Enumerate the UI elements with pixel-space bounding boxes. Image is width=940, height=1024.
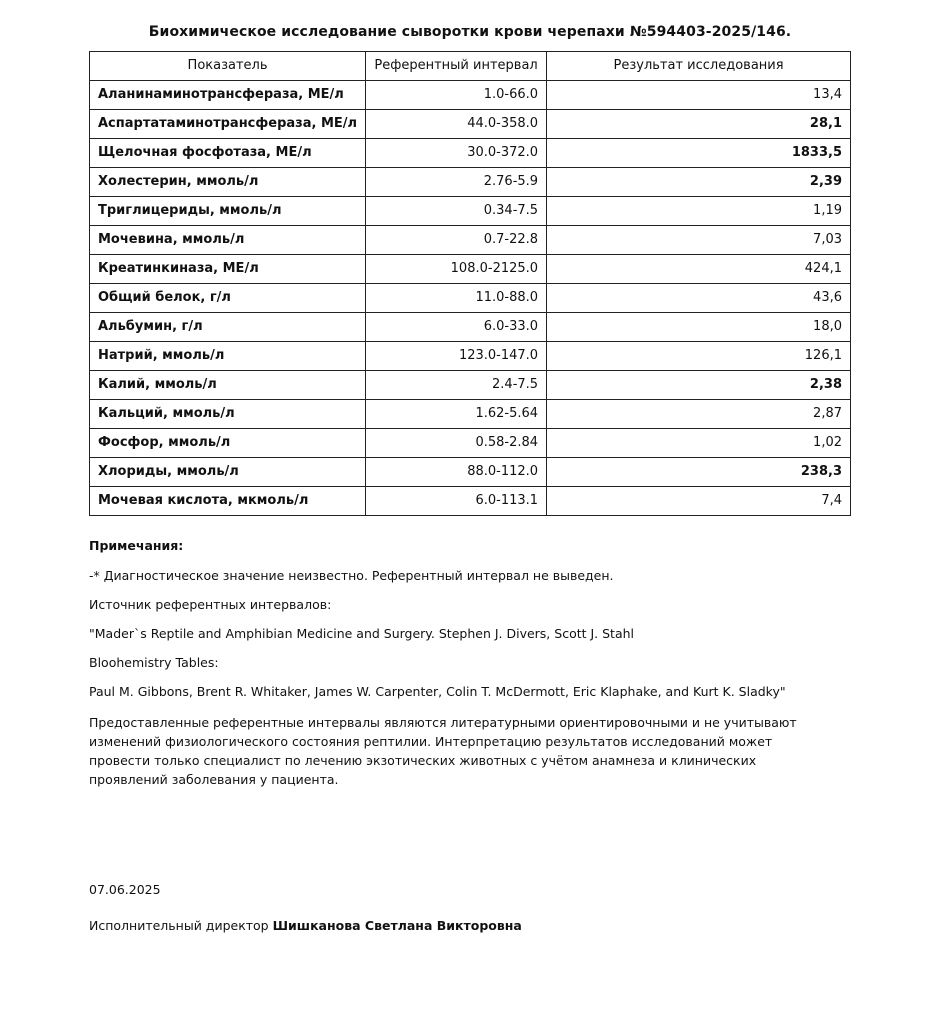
- header-parameter: Показатель: [90, 52, 366, 81]
- reference-interval-cell: 30.0-372.0: [366, 139, 547, 168]
- note-line: Paul M. Gibbons, Brent R. Whitaker, James W. Carpenter, Colin T. McDermott, Eric Klaphake, and Kurt K. Sladky": [89, 684, 786, 699]
- notes-section: [89, 538, 829, 802]
- reference-interval-cell: 11.0-88.0: [366, 284, 547, 313]
- parameter-name-cell: Мочевина, ммоль/л: [90, 226, 366, 255]
- result-cell: 2,87: [547, 400, 851, 429]
- table-row: [90, 284, 851, 313]
- table-body: [90, 81, 851, 516]
- result-cell: 7,4: [547, 487, 851, 516]
- result-cell: 18,0: [547, 313, 851, 342]
- table-row: [90, 255, 851, 284]
- table-row: [90, 400, 851, 429]
- signature-line: [89, 918, 522, 933]
- result-cell: 1,02: [547, 429, 851, 458]
- signer-name: Шишканова Светлана Викторовна: [272, 918, 522, 933]
- result-cell: 126,1: [547, 342, 851, 371]
- parameter-name-cell: Мочевая кислота, мкмоль/л: [90, 487, 366, 516]
- document-title: Биохимическое исследование сыворотки крови черепахи №594403-2025/146.: [148, 24, 792, 40]
- parameter-name-cell: Фосфор, ммоль/л: [90, 429, 366, 458]
- result-cell: 1,19: [547, 197, 851, 226]
- signature-role: Исполнительный директор: [89, 918, 269, 933]
- parameter-name-cell: Холестерин, ммоль/л: [90, 168, 366, 197]
- table-row: [90, 226, 851, 255]
- table-row: [90, 313, 851, 342]
- reference-interval-cell: 0.7-22.8: [366, 226, 547, 255]
- reference-interval-cell: 0.58-2.84: [366, 429, 547, 458]
- result-cell: 7,03: [547, 226, 851, 255]
- reference-interval-cell: 0.34-7.5: [366, 197, 547, 226]
- parameter-name-cell: Альбумин, г/л: [90, 313, 366, 342]
- parameter-name-cell: Общий белок, г/л: [90, 284, 366, 313]
- notes-heading: Примечания:: [89, 538, 184, 553]
- parameter-name-cell: Аспартатаминотрансфераза, МЕ/л: [90, 110, 366, 139]
- table-row: [90, 168, 851, 197]
- disclaimer-text: Предоставленные референтные интервалы являются литературными ориентировочными и не учитывают изменений физиологического состояния рептилии. Интерпретацию результатов исследований может провести только специалист по лечению экзотических животных с учётом анамнеза и клинических проявлений заболевания у пациента.: [89, 715, 797, 787]
- parameter-name-cell: Креатинкиназа, МЕ/л: [90, 255, 366, 284]
- reference-interval-cell: 6.0-113.1: [366, 487, 547, 516]
- reference-interval-cell: 1.0-66.0: [366, 81, 547, 110]
- report-date: 07.06.2025: [89, 882, 161, 897]
- table-row: [90, 342, 851, 371]
- header-result: Результат исследования: [547, 52, 851, 81]
- reference-interval-cell: 123.0-147.0: [366, 342, 547, 371]
- parameter-name-cell: Натрий, ммоль/л: [90, 342, 366, 371]
- result-cell: 424,1: [547, 255, 851, 284]
- result-cell: 238,3: [547, 458, 851, 487]
- table-row: [90, 110, 851, 139]
- reference-interval-cell: 108.0-2125.0: [366, 255, 547, 284]
- parameter-name-cell: Аланинаминотрансфераза, МЕ/л: [90, 81, 366, 110]
- reference-interval-cell: 2.4-7.5: [366, 371, 547, 400]
- reference-interval-cell: 44.0-358.0: [366, 110, 547, 139]
- reference-interval-cell: 88.0-112.0: [366, 458, 547, 487]
- parameter-name-cell: Триглицериды, ммоль/л: [90, 197, 366, 226]
- result-cell: 1833,5: [547, 139, 851, 168]
- note-line: Источник референтных интервалов:: [89, 597, 332, 612]
- table-row: [90, 458, 851, 487]
- parameter-name-cell: Кальций, ммоль/л: [90, 400, 366, 429]
- result-cell: 2,39: [547, 168, 851, 197]
- note-line: "Mader`s Reptile and Amphibian Medicine and Surgery. Stephen J. Divers, Scott J. Stahl: [89, 626, 635, 641]
- reference-interval-cell: 2.76-5.9: [366, 168, 547, 197]
- table-row: [90, 429, 851, 458]
- results-table: [89, 51, 851, 516]
- table-row: [90, 81, 851, 110]
- table-row: [90, 139, 851, 168]
- parameter-name-cell: Калий, ммоль/л: [90, 371, 366, 400]
- table-header-row: [90, 52, 851, 81]
- reference-interval-cell: 6.0-33.0: [366, 313, 547, 342]
- result-cell: 13,4: [547, 81, 851, 110]
- table-row: [90, 371, 851, 400]
- result-cell: 2,38: [547, 371, 851, 400]
- reference-interval-cell: 1.62-5.64: [366, 400, 547, 429]
- table-row: [90, 197, 851, 226]
- result-cell: 43,6: [547, 284, 851, 313]
- table-row: [90, 487, 851, 516]
- parameter-name-cell: Хлориды, ммоль/л: [90, 458, 366, 487]
- result-cell: 28,1: [547, 110, 851, 139]
- note-line: -* Диагностическое значение неизвестно. Референтный интервал не выведен.: [89, 568, 614, 583]
- header-reference-interval: Референтный интервал: [366, 52, 547, 81]
- parameter-name-cell: Щелочная фосфотаза, МЕ/л: [90, 139, 366, 168]
- note-line: Bloohemistry Tables:: [89, 655, 219, 670]
